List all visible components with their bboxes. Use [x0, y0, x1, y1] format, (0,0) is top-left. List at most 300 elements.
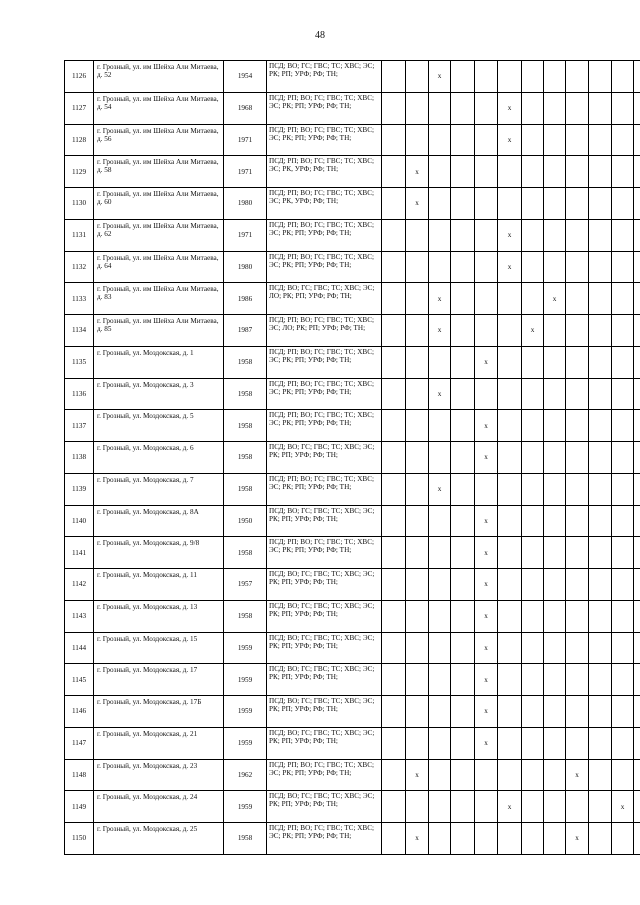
mark-cell: [544, 537, 566, 569]
table-row: [65, 505, 640, 537]
mark-cell: [566, 442, 589, 474]
mark-cell: [475, 473, 498, 505]
row-number-cell: 1135: [65, 346, 94, 378]
address-cell: г. Грозный, ул. Моздокская, д. 21: [94, 727, 224, 759]
mark-cell: [498, 156, 522, 188]
mark-cell: [544, 505, 566, 537]
mark-cell: [451, 346, 475, 378]
mark-cell: [634, 632, 640, 664]
mark-cell: [406, 251, 429, 283]
table-row: [65, 600, 640, 632]
year-cell: 1958: [224, 537, 267, 569]
mark-cell: [498, 505, 522, 537]
mark-cell: [522, 537, 544, 569]
mark-cell: [498, 600, 522, 632]
mark-cell: [382, 410, 406, 442]
works-list-cell: ПСД; ВО; ГС; ГВС; ТС; ХВС; ЭС; РК; РП; УРФ; РФ; ТН;: [267, 600, 382, 632]
mark-cell: [451, 473, 475, 505]
mark-cell: [451, 505, 475, 537]
year-cell: 1958: [224, 600, 267, 632]
mark-cell: [475, 124, 498, 156]
year-cell: 1959: [224, 727, 267, 759]
year-cell: 1980: [224, 251, 267, 283]
address-cell: г. Грозный, ул. им Шейха Али Митаева, д. 54: [94, 92, 224, 124]
year-cell: 1987: [224, 315, 267, 347]
table-row: [65, 696, 640, 728]
mark-cell: [566, 219, 589, 251]
works-list-cell: ПСД; РП; ВО; ГС; ГВС; ТС; ХВС; ЭС; РК; РП; УРФ; РФ; ТН;: [267, 378, 382, 410]
mark-cell: [544, 823, 566, 855]
mark-cell: [498, 410, 522, 442]
mark-cell: [634, 188, 640, 220]
mark-cell: [612, 188, 634, 220]
mark-cell: [566, 188, 589, 220]
mark-cell: [589, 537, 612, 569]
mark-cell: [612, 505, 634, 537]
mark-cell: [566, 727, 589, 759]
mark-cell: [406, 346, 429, 378]
mark-cell: x: [406, 156, 429, 188]
year-cell: 1971: [224, 219, 267, 251]
mark-cell: [475, 378, 498, 410]
mark-cell: [566, 251, 589, 283]
works-list-cell: ПСД; ВО; ГС; ГВС; ТС; ХВС; ЭС; РК; РП; УРФ; РФ; ТН;: [267, 632, 382, 664]
row-number-cell: 1132: [65, 251, 94, 283]
mark-cell: [589, 696, 612, 728]
mark-cell: [544, 759, 566, 791]
mark-cell: [406, 283, 429, 315]
row-number-cell: 1147: [65, 727, 94, 759]
row-number-cell: 1149: [65, 791, 94, 823]
mark-cell: [522, 346, 544, 378]
table-row: [65, 378, 640, 410]
mark-cell: [429, 219, 451, 251]
mark-cell: [589, 156, 612, 188]
row-number-cell: 1150: [65, 823, 94, 855]
row-number-cell: 1140: [65, 505, 94, 537]
table-row: [65, 315, 640, 347]
mark-cell: [451, 378, 475, 410]
mark-cell: [566, 569, 589, 601]
address-cell: г. Грозный, ул. Моздокская, д. 23: [94, 759, 224, 791]
address-cell: г. Грозный, ул. им Шейха Али Митаева, д. 52: [94, 61, 224, 93]
mark-cell: [451, 124, 475, 156]
mark-cell: [451, 759, 475, 791]
mark-cell: [566, 473, 589, 505]
mark-cell: [544, 378, 566, 410]
mark-cell: [429, 251, 451, 283]
year-cell: 1959: [224, 632, 267, 664]
mark-cell: [406, 791, 429, 823]
table-row: [65, 92, 640, 124]
mark-cell: [406, 569, 429, 601]
works-list-cell: ПСД; РП; ВО; ГС; ГВС; ТС; ХВС; ЭС; РК; РП; УРФ; РФ; ТН;: [267, 251, 382, 283]
year-cell: 1968: [224, 92, 267, 124]
mark-cell: [475, 823, 498, 855]
mark-cell: x: [522, 315, 544, 347]
mark-cell: [634, 315, 640, 347]
mark-cell: [544, 124, 566, 156]
mark-cell: x: [406, 759, 429, 791]
mark-cell: [475, 156, 498, 188]
table-row: [65, 791, 640, 823]
mark-cell: [451, 410, 475, 442]
year-cell: 1958: [224, 346, 267, 378]
mark-cell: [382, 283, 406, 315]
address-cell: г. Грозный, ул. Моздокская, д. 17: [94, 664, 224, 696]
mark-cell: [566, 410, 589, 442]
mark-cell: x: [566, 823, 589, 855]
mark-cell: [498, 759, 522, 791]
mark-cell: [451, 315, 475, 347]
mark-cell: [406, 61, 429, 93]
mark-cell: [382, 791, 406, 823]
works-list-cell: ПСД; ВО; ГС; ГВС; ТС; ХВС; ЭС; РК; РП; УРФ; РФ; ТН;: [267, 442, 382, 474]
mark-cell: [406, 410, 429, 442]
mark-cell: [544, 632, 566, 664]
row-number-cell: 1139: [65, 473, 94, 505]
table-row: [65, 188, 640, 220]
works-list-cell: ПСД; ВО; ГС; ГВС; ТС; ХВС; ЭС; ЛО; РК; РП; УРФ; РФ; ТН;: [267, 283, 382, 315]
mark-cell: [382, 251, 406, 283]
mark-cell: [382, 315, 406, 347]
mark-cell: [522, 473, 544, 505]
address-cell: г. Грозный, ул. Моздокская, д. 1: [94, 346, 224, 378]
mark-cell: [498, 632, 522, 664]
mark-cell: [522, 92, 544, 124]
row-number-cell: 1133: [65, 283, 94, 315]
mark-cell: [498, 315, 522, 347]
mark-cell: [429, 727, 451, 759]
mark-cell: x: [475, 410, 498, 442]
mark-cell: [544, 664, 566, 696]
mark-cell: [612, 569, 634, 601]
mark-cell: [406, 378, 429, 410]
mark-cell: [382, 219, 406, 251]
mark-cell: [589, 346, 612, 378]
works-list-cell: ПСД; РП; ВО; ГС; ГВС; ТС; ХВС; ЭС; РК; РП; УРФ; РФ; ТН;: [267, 219, 382, 251]
mark-cell: [382, 600, 406, 632]
mark-cell: [589, 315, 612, 347]
table-row: [65, 156, 640, 188]
mark-cell: [566, 505, 589, 537]
mark-cell: [406, 696, 429, 728]
year-cell: 1958: [224, 823, 267, 855]
mark-cell: [522, 791, 544, 823]
mark-cell: [589, 410, 612, 442]
mark-cell: [612, 219, 634, 251]
year-cell: 1980: [224, 188, 267, 220]
table-row: [65, 124, 640, 156]
mark-cell: [429, 505, 451, 537]
mark-cell: [566, 791, 589, 823]
mark-cell: [612, 664, 634, 696]
mark-cell: [589, 632, 612, 664]
works-list-cell: ПСД; ВО; ГС; ГВС; ТС; ХВС; ЭС; РК; РП; УРФ; РФ; ТН;: [267, 696, 382, 728]
row-number-cell: 1128: [65, 124, 94, 156]
row-number-cell: 1146: [65, 696, 94, 728]
mark-cell: [634, 569, 640, 601]
mark-cell: [566, 600, 589, 632]
mark-cell: [634, 664, 640, 696]
mark-cell: [429, 124, 451, 156]
mark-cell: [406, 92, 429, 124]
table-row: [65, 664, 640, 696]
mark-cell: [589, 92, 612, 124]
mark-cell: [566, 346, 589, 378]
mark-cell: [544, 473, 566, 505]
mark-cell: [522, 61, 544, 93]
row-number-cell: 1141: [65, 537, 94, 569]
row-number-cell: 1131: [65, 219, 94, 251]
address-cell: г. Грозный, ул. Моздокская, д. 11: [94, 569, 224, 601]
mark-cell: x: [406, 188, 429, 220]
year-cell: 1958: [224, 410, 267, 442]
mark-cell: [634, 61, 640, 93]
mark-cell: [429, 188, 451, 220]
mark-cell: [612, 315, 634, 347]
mark-cell: [612, 600, 634, 632]
works-list-cell: ПСД; РП; ВО; ГС; ГВС; ТС; ХВС; ЭС; РК; РП; УРФ; РФ; ТН;: [267, 410, 382, 442]
mark-cell: [544, 696, 566, 728]
mark-cell: [522, 188, 544, 220]
mark-cell: [429, 632, 451, 664]
mark-cell: [451, 791, 475, 823]
year-cell: 1959: [224, 664, 267, 696]
mark-cell: [522, 632, 544, 664]
mark-cell: [566, 664, 589, 696]
mark-cell: x: [475, 346, 498, 378]
address-cell: г. Грозный, ул. им Шейха Али Митаева, д. 56: [94, 124, 224, 156]
mark-cell: x: [475, 505, 498, 537]
mark-cell: [475, 759, 498, 791]
mark-cell: [566, 537, 589, 569]
mark-cell: [429, 442, 451, 474]
mark-cell: [382, 346, 406, 378]
table-row: [65, 410, 640, 442]
mark-cell: [498, 727, 522, 759]
mark-cell: [612, 61, 634, 93]
mark-cell: [522, 219, 544, 251]
mark-cell: [429, 664, 451, 696]
mark-cell: [475, 315, 498, 347]
mark-cell: [429, 156, 451, 188]
year-cell: 1971: [224, 156, 267, 188]
mark-cell: [589, 124, 612, 156]
row-number-cell: 1134: [65, 315, 94, 347]
mark-cell: [406, 219, 429, 251]
mark-cell: [589, 442, 612, 474]
year-cell: 1958: [224, 473, 267, 505]
address-cell: г. Грозный, ул. Моздокская, д. 7: [94, 473, 224, 505]
mark-cell: [522, 410, 544, 442]
address-cell: г. Грозный, ул. Моздокская, д. 3: [94, 378, 224, 410]
table-row: [65, 632, 640, 664]
mark-cell: [612, 251, 634, 283]
mark-cell: [589, 727, 612, 759]
mark-cell: [451, 219, 475, 251]
mark-cell: [522, 823, 544, 855]
mark-cell: [382, 759, 406, 791]
year-cell: 1959: [224, 696, 267, 728]
year-cell: 1954: [224, 61, 267, 93]
mark-cell: [634, 759, 640, 791]
mark-cell: [589, 600, 612, 632]
mark-cell: [634, 410, 640, 442]
row-number-cell: 1145: [65, 664, 94, 696]
mark-cell: [634, 346, 640, 378]
mark-cell: [634, 124, 640, 156]
mark-cell: [498, 537, 522, 569]
mark-cell: x: [566, 759, 589, 791]
mark-cell: [406, 315, 429, 347]
mark-cell: [522, 124, 544, 156]
mark-cell: [451, 600, 475, 632]
mark-cell: [406, 473, 429, 505]
mark-cell: [634, 600, 640, 632]
row-number-cell: 1143: [65, 600, 94, 632]
address-cell: г. Грозный, ул. Моздокская, д. 9/8: [94, 537, 224, 569]
mark-cell: x: [498, 124, 522, 156]
mark-cell: [522, 664, 544, 696]
mark-cell: [382, 378, 406, 410]
mark-cell: x: [429, 283, 451, 315]
address-cell: г. Грозный, ул. Моздокская, д. 6: [94, 442, 224, 474]
mark-cell: [382, 188, 406, 220]
mark-cell: [544, 569, 566, 601]
mark-cell: [475, 61, 498, 93]
mark-cell: [612, 632, 634, 664]
mark-cell: [566, 283, 589, 315]
address-cell: г. Грозный, ул. им Шейха Али Митаева, д. 83: [94, 283, 224, 315]
mark-cell: [634, 791, 640, 823]
mark-cell: x: [475, 664, 498, 696]
mark-cell: [634, 251, 640, 283]
mark-cell: [429, 537, 451, 569]
mark-cell: [589, 251, 612, 283]
mark-cell: [612, 283, 634, 315]
mark-cell: [612, 410, 634, 442]
mark-cell: [429, 346, 451, 378]
mark-cell: [634, 537, 640, 569]
mark-cell: [566, 378, 589, 410]
works-list-cell: ПСД; ВО; ГС; ГВС; ТС; ХВС; ЭС; РК; РП; УРФ; РФ; ТН;: [267, 569, 382, 601]
works-list-cell: ПСД; РП; ВО; ГС; ГВС; ТС; ХВС; ЭС; РК; РП; УРФ; РФ; ТН;: [267, 346, 382, 378]
mark-cell: [589, 378, 612, 410]
mark-cell: [382, 61, 406, 93]
mark-cell: [522, 156, 544, 188]
mark-cell: [544, 188, 566, 220]
mark-cell: [522, 759, 544, 791]
mark-cell: [498, 664, 522, 696]
works-list-cell: ПСД; ВО; ГС; ГВС; ТС; ХВС; ЭС; РК; РП; УРФ; РФ; ТН;: [267, 791, 382, 823]
table-row: [65, 61, 640, 93]
mark-cell: [498, 61, 522, 93]
row-number-cell: 1142: [65, 569, 94, 601]
mark-cell: x: [475, 632, 498, 664]
mark-cell: [451, 283, 475, 315]
mark-cell: [612, 92, 634, 124]
mark-cell: [406, 442, 429, 474]
row-number-cell: 1130: [65, 188, 94, 220]
mark-cell: [566, 696, 589, 728]
mark-cell: [612, 346, 634, 378]
mark-cell: [475, 92, 498, 124]
year-cell: 1959: [224, 791, 267, 823]
mark-cell: [634, 442, 640, 474]
mark-cell: [589, 759, 612, 791]
mark-cell: [475, 251, 498, 283]
mark-cell: [522, 251, 544, 283]
mark-cell: [566, 92, 589, 124]
year-cell: 1958: [224, 378, 267, 410]
mark-cell: [612, 473, 634, 505]
works-list-cell: ПСД; РП; ВО; ГС; ГВС; ТС; ХВС; ЭС; РК; РП; УРФ; РФ; ТН;: [267, 473, 382, 505]
mark-cell: [498, 442, 522, 474]
row-number-cell: 1129: [65, 156, 94, 188]
works-list-cell: ПСД; РП; ВО; ГС; ГВС; ТС; ХВС; ЭС; РК, УРФ; РФ; ТН;: [267, 156, 382, 188]
row-number-cell: 1126: [65, 61, 94, 93]
mark-cell: [544, 727, 566, 759]
mark-cell: [382, 727, 406, 759]
mark-cell: [544, 92, 566, 124]
mark-cell: x: [498, 791, 522, 823]
mark-cell: [612, 442, 634, 474]
mark-cell: [566, 632, 589, 664]
works-list-cell: ПСД; ВО; ГС; ГВС; ТС; ХВС; ЭС; РК; РП; УРФ; РФ; ТН;: [267, 727, 382, 759]
mark-cell: [451, 92, 475, 124]
mark-cell: x: [498, 92, 522, 124]
works-list-cell: ПСД; ВО; ГС; ГВС; ТС; ХВС; ЭС; РК; РП; УРФ; РФ; ТН;: [267, 505, 382, 537]
mark-cell: x: [544, 283, 566, 315]
mark-cell: [475, 791, 498, 823]
mark-cell: x: [475, 537, 498, 569]
mark-cell: [589, 473, 612, 505]
mark-cell: [429, 696, 451, 728]
mark-cell: x: [475, 727, 498, 759]
mark-cell: [498, 378, 522, 410]
mark-cell: [406, 664, 429, 696]
mark-cell: [612, 759, 634, 791]
mark-cell: [589, 283, 612, 315]
mark-cell: [522, 569, 544, 601]
mark-cell: [451, 727, 475, 759]
row-number-cell: 1136: [65, 378, 94, 410]
mark-cell: [612, 696, 634, 728]
address-cell: г. Грозный, ул. Моздокская, д. 25: [94, 823, 224, 855]
works-list-cell: ПСД; РП; ВО; ГС; ГВС; ТС; ХВС; ЭС; РК; РП; УРФ; РФ; ТН;: [267, 759, 382, 791]
address-cell: г. Грозный, ул. Моздокская, д. 24: [94, 791, 224, 823]
mark-cell: [612, 124, 634, 156]
mark-cell: [544, 219, 566, 251]
mark-cell: [498, 696, 522, 728]
mark-cell: [634, 505, 640, 537]
mark-cell: [566, 61, 589, 93]
mark-cell: [451, 251, 475, 283]
mark-cell: [589, 569, 612, 601]
mark-cell: [429, 569, 451, 601]
mark-cell: [406, 124, 429, 156]
mark-cell: [406, 632, 429, 664]
mark-cell: [634, 696, 640, 728]
mark-cell: [498, 569, 522, 601]
address-cell: г. Грозный, ул. Моздокская, д. 5: [94, 410, 224, 442]
mark-cell: [522, 600, 544, 632]
mark-cell: [589, 505, 612, 537]
mark-cell: [544, 61, 566, 93]
year-cell: 1971: [224, 124, 267, 156]
mark-cell: [544, 156, 566, 188]
